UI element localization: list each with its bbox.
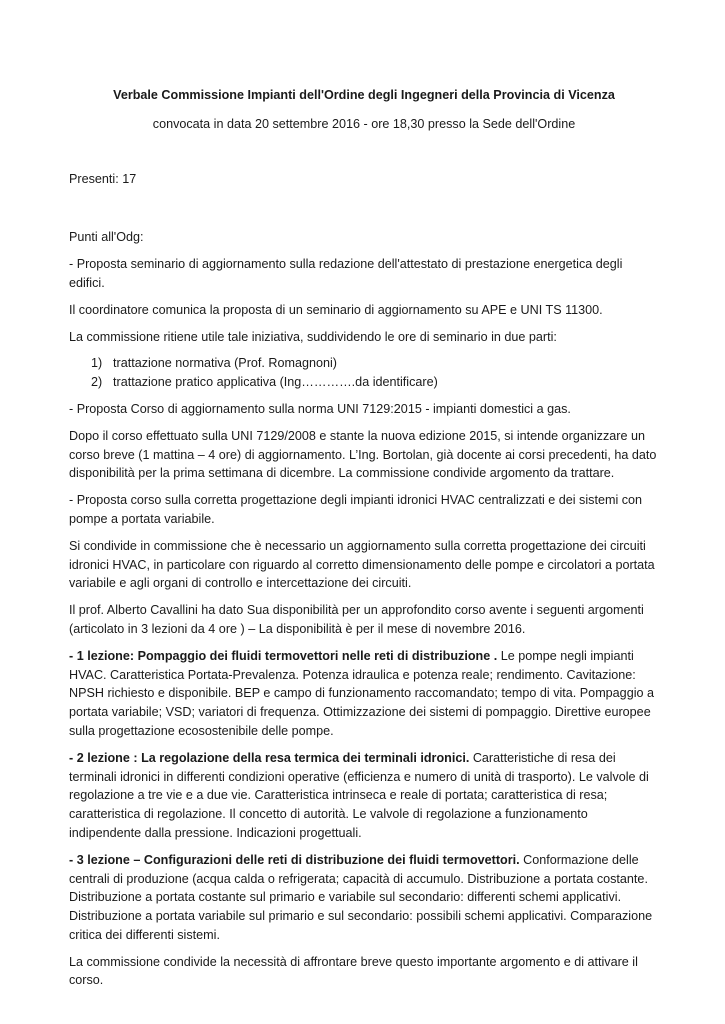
list-item-text: trattazione normativa (Prof. Romagnoni) xyxy=(113,356,337,371)
list-item xyxy=(69,354,659,373)
closing-paragraph: La commissione condivide la necessità di affrontare breve questo importante argomento e di attivare il corso. xyxy=(69,954,638,988)
list-item-number: 2) xyxy=(91,375,103,390)
lesson-3-title: - 3 lezione – Configurazioni delle reti di distribuzione dei fluidi termovettori. xyxy=(69,852,520,867)
item3-heading: - Proposta corso sulla corretta progettazione degli impianti idronici HVAC centralizzati e dei sistemi con pompe a portata variabile. xyxy=(69,493,643,526)
spacer xyxy=(69,134,659,170)
punti-heading: Punti all'Odg: xyxy=(69,230,144,245)
document-subtitle: convocata in data 20 settembre 2016 - ore 18,30 presso la Sede dell'Ordine xyxy=(152,116,576,131)
seminar-parts-list xyxy=(69,354,659,392)
item3-paragraph-2: Il prof. Alberto Cavallini ha dato Sua disponibilità per un approfondito corso avente i seguenti argomenti (articolato in 3 lezioni da 4 ore ) – La disponibilità è per il mese di novembre 2016. xyxy=(69,603,644,636)
list-item-text: trattazione pratico applicativa (Ing………….da identificare) xyxy=(113,375,438,390)
item1-paragraph-2: La commissione ritiene utile tale iniziativa, suddividendo le ore di seminario in due parti: xyxy=(69,329,557,344)
item1-paragraph-1: Il coordinatore comunica la proposta di un seminario di aggiornamento su APE e UNI TS 11300. xyxy=(69,302,603,317)
spacer xyxy=(69,196,659,228)
document-body xyxy=(69,86,659,998)
lesson-2-title: - 2 lezione : La regolazione della resa termica dei terminali idronici. xyxy=(69,750,470,765)
lesson-3-text: Conformazione delle centrali di produzione (acqua calda o refrigerata; capacità di accumulo. Distribuzione a portata costante. Distribuzione a portata costante sul primario e variabile sul secondario: differenti schemi applicativi. Distribuzione a portata variabile sul primario e sul secondario: possibili schemi applicativi. Comparazione critica dei differenti sistemi. xyxy=(69,852,653,942)
lesson-2-paragraph xyxy=(69,749,659,843)
lesson-1-title: - 1 lezione: Pompaggio dei fluidi termovettori nelle reti di distribuzione . xyxy=(69,648,498,663)
lesson-3-paragraph xyxy=(69,851,659,945)
item1-heading: - Proposta seminario di aggiornamento sulla redazione dell'attestato di prestazione energetica degli edifici. xyxy=(69,257,623,290)
list-item-number: 1) xyxy=(91,356,103,371)
item3-paragraph-1: Si condivide in commissione che è necessario un aggiornamento sulla corretta progettazione dei circuiti idronici HVAC, in particolare con riguardo al corretto dimensionamento delle pompe e circolatori a portata variabile e agli organi di controllo e intercettazione dei circuiti. xyxy=(69,538,655,591)
lesson-1-text: Le pompe negli impianti HVAC. Caratteristica Portata-Prevalenza. Potenza idraulica e potenza reale; rendimento. Cavitazione: NPSH richiesto e disponibile. BEP e campo di funzionamento raccomandato; tempo di vita. Pompaggio a portata variabile; VSD; variatori di frequenza. Ottimizzazione dei sistemi di pompaggio. Direttive europee sulla progettazione ecosostenibile delle pompe. xyxy=(69,648,655,738)
item2-paragraph-1: Dopo il corso effettuato sulla UNI 7129/2008 e stante la nuova edizione 2015, si intende organizzare un corso breve (1 mattina – 4 ore) di aggiornamento. L’Ing. Bortolan, già docente ai corsi precedenti, ha dato disponibilità per la prima settimana di dicembre. La commissione condivide argomento da trattare. xyxy=(69,428,657,481)
presenti-line: Presenti: 17 xyxy=(69,171,137,186)
lesson-1-paragraph xyxy=(69,647,659,741)
item2-heading: - Proposta Corso di aggiornamento sulla norma UNI 7129:2015 - impianti domestici a gas. xyxy=(69,401,571,416)
document-title: Verbale Commissione Impianti dell'Ordine degli Ingegneri della Provincia di Vicenza xyxy=(113,88,615,102)
list-item xyxy=(69,373,659,392)
lesson-2-text: Caratteristiche di resa dei terminali idronici in differenti condizioni operative (efficienza e numero di unità di trasporto). Le valvole di regolazione a tre vie e a due vie. Caratteristica intrinseca e reale di portata; caratteristica di resa; caratteristica di regolazione. Il concetto di autorità. Le valvole di regolazione a funzionamento indipendente dalla pressione. Indicazioni progettuali. xyxy=(69,750,649,840)
